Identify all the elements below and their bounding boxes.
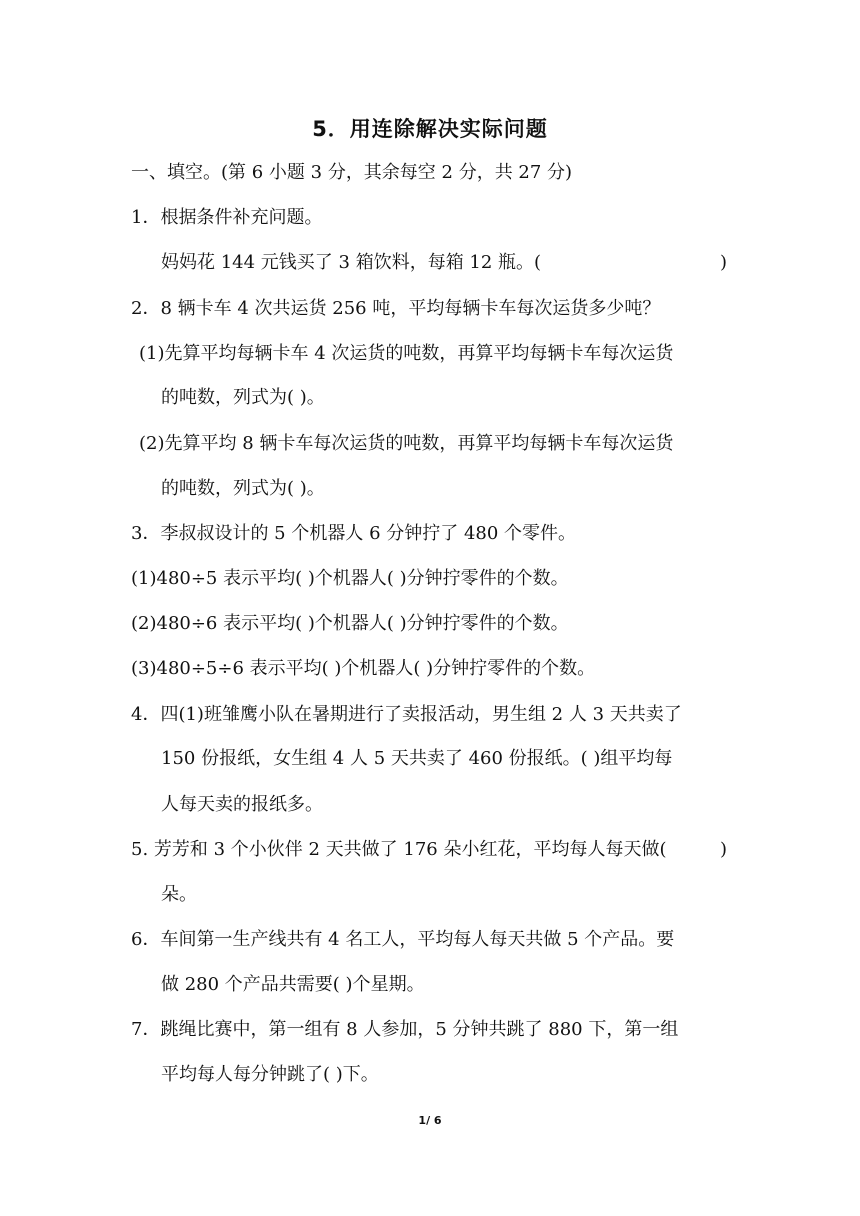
page-title: 5．用连除解决实际问题: [312, 117, 548, 141]
q4-line1: 4．四(1)班雏鹰小队在暑期进行了卖报活动，男生组 2 人 3 天共卖了: [131, 704, 682, 725]
q2-stem: 2．8 辆卡车 4 次共运货 256 吨，平均每辆卡车每次运货多少吨？: [131, 298, 661, 319]
q4-line3: 人每天卖的报纸多。: [161, 794, 323, 815]
q7-line1: 7．跳绳比赛中，第一组有 8 人参加，5 分钟共跳了 880 下，第一组: [131, 1019, 679, 1040]
q5-line2: 朵。: [161, 884, 197, 905]
q3-part1: (1)480÷5 表示平均( )个机器人( )分钟拧零件的个数。: [131, 568, 569, 589]
q2-part1-line2: 的吨数，列式为( )。: [161, 387, 325, 408]
q2-part2-line2: 的吨数，列式为( )。: [161, 478, 325, 499]
q3-stem: 3．李叔叔设计的 5 个机器人 6 分钟拧了 480 个零件。: [131, 523, 577, 544]
page-number: 1/ 6: [418, 1114, 442, 1127]
q2-part2-line1: (2)先算平均 8 辆卡车每次运货的吨数，再算平均每辆卡车每次运货: [139, 433, 674, 454]
q1-body: 妈妈花 144 元钱买了 3 箱饮料，每箱 12 瓶。(: [161, 252, 542, 273]
q6-line2: 做 280 个产品共需要( )个星期。: [161, 974, 425, 995]
q7-line2: 平均每人每分钟跳了( )下。: [161, 1064, 379, 1085]
q3-part3: (3)480÷5÷6 表示平均( )个机器人( )分钟拧零件的个数。: [131, 658, 596, 679]
q5-close-paren: ): [720, 839, 728, 860]
q4-line2: 150 份报纸，女生组 4 人 5 天共卖了 460 份报纸。( )组平均每: [161, 748, 673, 769]
q1-close-paren: ): [720, 252, 728, 273]
q1-stem: 1．根据条件补充问题。: [131, 207, 323, 228]
q2-part1-line1: (1)先算平均每辆卡车 4 次运货的吨数，再算平均每辆卡车每次运货: [139, 343, 674, 364]
q6-line1: 6．车间第一生产线共有 4 名工人，平均每人每天共做 5 个产品。要: [131, 929, 675, 950]
q5-line1: 5. 芳芳和 3 个小伙伴 2 天共做了 176 朵小红花，平均每人每天做(: [131, 839, 667, 860]
q3-part2: (2)480÷6 表示平均( )个机器人( )分钟拧零件的个数。: [131, 613, 569, 634]
section-heading: 一、填空。(第 6 小题 3 分，其余每空 2 分，共 27 分): [131, 162, 573, 183]
